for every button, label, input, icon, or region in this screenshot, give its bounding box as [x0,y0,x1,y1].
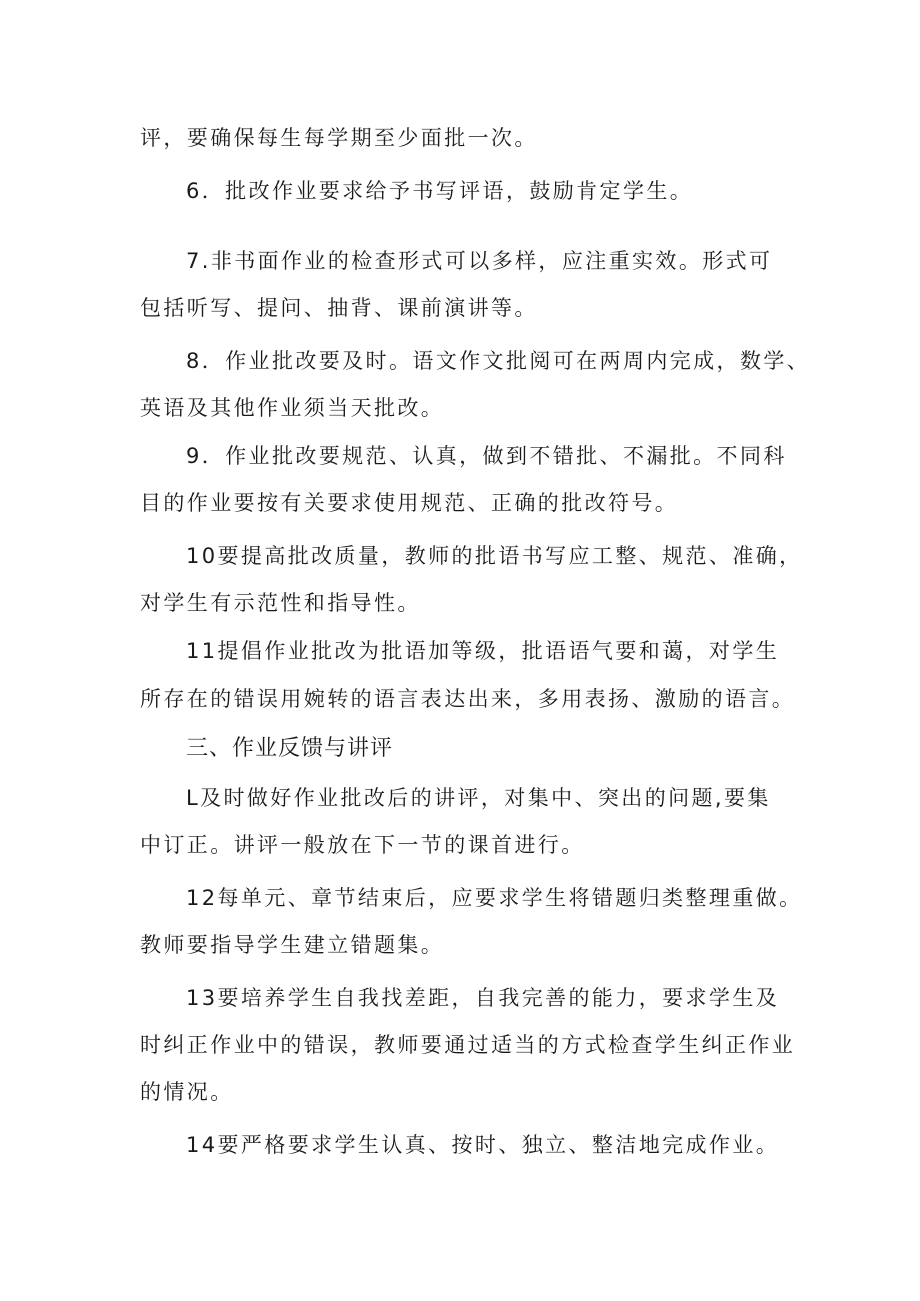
paragraph-line: 13要培养学生自我找差距，自我完善的能力，要求学生及 [186,986,780,1010]
paragraph-line: 时纠正作业中的错误，教师要通过适当的方式检查学生纠正作业 [140,1033,796,1057]
paragraph-line: 12每单元、章节结束后，应要求学生将错题归类整理重做。 [186,886,803,910]
paragraph-line: 中订正。讲评一般放在下一节的课首进行。 [140,833,585,857]
paragraph-line: 对学生有示范性和指导性。 [140,591,421,615]
paragraph-line: 14要严格要求学生认真、按时、独立、整洁地完成作业。 [186,1133,780,1157]
paragraph-line: 的情况。 [140,1080,234,1104]
section-heading: 三、作业反馈与讲评 [186,736,394,761]
paragraph-line: 目的作业要按有关要求使用规范、正确的批改符号。 [140,491,679,515]
paragraph-line: 8．作业批改要及时。语文作文批阅可在两周内完成，数学、 [186,349,811,373]
paragraph-line: 6．批改作业要求给予书写评语，鼓励肯定学生。 [186,179,694,203]
paragraph-line: 评，要确保每生每学期至少面批一次。 [140,126,538,150]
paragraph-line: 9．作业批改要规范、认真，做到不错批、不漏批。不同科 [186,444,787,468]
paragraph-line: 所存在的错误用婉转的语言表达出来，多用表扬、激励的语言。 [140,687,796,711]
paragraph-line: 英语及其他作业须当天批改。 [140,396,445,420]
paragraph-line: 包括听写、提问、抽背、课前演讲等。 [140,296,538,320]
paragraph-line: 教师要指导学生建立错题集。 [140,933,445,957]
paragraph-line: 7.非书面作业的检查形式可以多样，应注重实效。形式可 [186,249,773,273]
paragraph-line: L及时做好作业批改后的讲评，对集中、突出的问题,要集 [186,786,771,810]
paragraph-line: 10要提高批改质量，教师的批语书写应工整、规范、准确， [186,544,803,568]
paragraph-line: 11提倡作业批改为批语加等级，批语语气要和蔼，对学生 [186,639,780,663]
